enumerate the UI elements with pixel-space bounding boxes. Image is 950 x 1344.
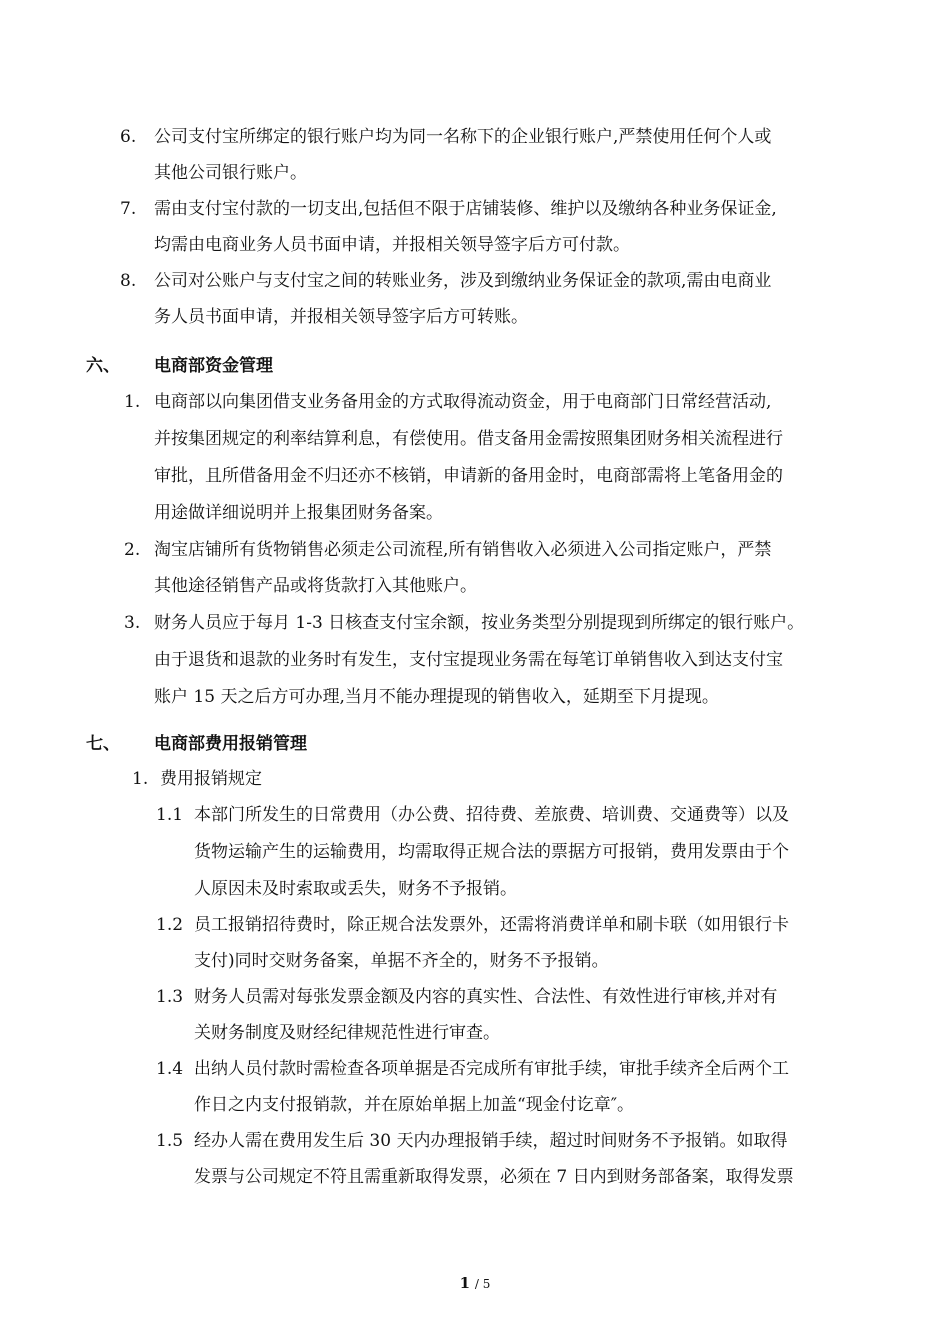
paragraph-line: 货物运输产生的运输费用，均需取得正规合法的票据方可报销，费用发票由于个 — [194, 842, 789, 862]
paragraph-line: 由于退货和退款的业务时有发生，支付宝提现业务需在每笔订单销售收入到达支付宝 — [154, 650, 783, 670]
subsection-number: 1. — [132, 769, 149, 789]
paragraph-line: 审批，且所借备用金不归还亦不核销，申请新的备用金时，电商部需将上笔备用金的 — [154, 466, 783, 486]
paragraph-line: 务人员书面申请，并报相关领导签字后方可转账。 — [154, 307, 528, 327]
list-number: 1.5 — [156, 1131, 184, 1151]
paragraph-line: 员工报销招待费时，除正规合法发票外，还需将消费详单和刷卡联（如用银行卡 — [194, 915, 789, 935]
paragraph-line: 关财务制度及财经纪律规范性进行审查。 — [194, 1023, 500, 1043]
paragraph-line: 其他途径销售产品或将货款打入其他账户。 — [154, 576, 477, 596]
list-number: 3. — [124, 613, 141, 633]
section-number: 六、 — [86, 356, 120, 376]
paragraph-line: 支付)同时交财务备案，单据不齐全的，财务不予报销。 — [194, 951, 609, 971]
paragraph-line: 财务人员应于每月 1-3 日核查支付宝余额，按业务类型分别提现到所绑定的银行账户。 — [154, 613, 805, 633]
list-number: 2. — [124, 540, 141, 560]
paragraph-line: 财务人员需对每张发票金额及内容的真实性、合法性、有效性进行审核,并对有 — [194, 987, 778, 1007]
section-number: 七、 — [86, 734, 120, 754]
list-number: 8. — [120, 271, 137, 291]
total-pages: / 5 — [474, 1277, 491, 1291]
paragraph-line: 并按集团规定的利率结算利息，有偿使用。借支备用金需按照集团财务相关流程进行 — [154, 429, 783, 449]
list-number: 6. — [120, 127, 137, 147]
list-number: 1.4 — [156, 1059, 184, 1079]
paragraph-line: 公司对公账户与支付宝之间的转账业务，涉及到缴纳业务保证金的款项,需由电商业 — [154, 271, 772, 291]
paragraph-line: 出纳人员付款时需检查各项单据是否完成所有审批手续，审批手续齐全后两个工 — [194, 1059, 789, 1079]
list-number: 1.1 — [156, 805, 184, 825]
paragraph-line: 电商部以向集团借支业务备用金的方式取得流动资金，用于电商部门日常经营活动, — [154, 392, 772, 412]
paragraph-line: 均需由电商业务人员书面申请，并报相关领导签字后方可付款。 — [154, 235, 630, 255]
paragraph-line: 淘宝店铺所有货物销售必须走公司流程,所有销售收入必须进入公司指定账户，严禁 — [154, 540, 772, 560]
current-page: 1 — [459, 1274, 471, 1292]
list-number: 1.2 — [156, 915, 184, 935]
paragraph-line: 公司支付宝所绑定的银行账户均为同一名称下的企业银行账户,严禁使用任何个人或 — [154, 127, 772, 147]
paragraph-line: 人原因未及时索取或丢失，财务不予报销。 — [194, 879, 517, 899]
section-title: 电商部资金管理 — [154, 356, 273, 376]
page-number — [0, 1274, 950, 1292]
list-number: 1.3 — [156, 987, 184, 1007]
subsection-title: 费用报销规定 — [160, 769, 262, 789]
list-number: 7. — [120, 199, 137, 219]
list-number: 1. — [124, 392, 141, 412]
paragraph-line: 经办人需在费用发生后 30 天内办理报销手续，超过时间财务不予报销。如取得 — [194, 1131, 788, 1151]
paragraph-line: 作日之内支付报销款，并在原始单据上加盖“现金付讫章″。 — [194, 1095, 635, 1115]
paragraph-line: 发票与公司规定不符且需重新取得发票，必须在 7 日内到财务部备案，取得发票 — [194, 1167, 794, 1187]
paragraph-line: 账户 15 天之后方可办理,当月不能办理提现的销售收入，延期至下月提现。 — [154, 687, 719, 707]
section-title: 电商部费用报销管理 — [154, 734, 307, 754]
paragraph-line: 其他公司银行账户。 — [154, 163, 307, 183]
paragraph-line: 本部门所发生的日常费用（办公费、招待费、差旅费、培训费、交通费等）以及 — [194, 805, 789, 825]
paragraph-line: 需由支付宝付款的一切支出,包括但不限于店铺装修、维护以及缴纳各种业务保证金, — [154, 199, 777, 219]
paragraph-line: 用途做详细说明并上报集团财务备案。 — [154, 503, 443, 523]
